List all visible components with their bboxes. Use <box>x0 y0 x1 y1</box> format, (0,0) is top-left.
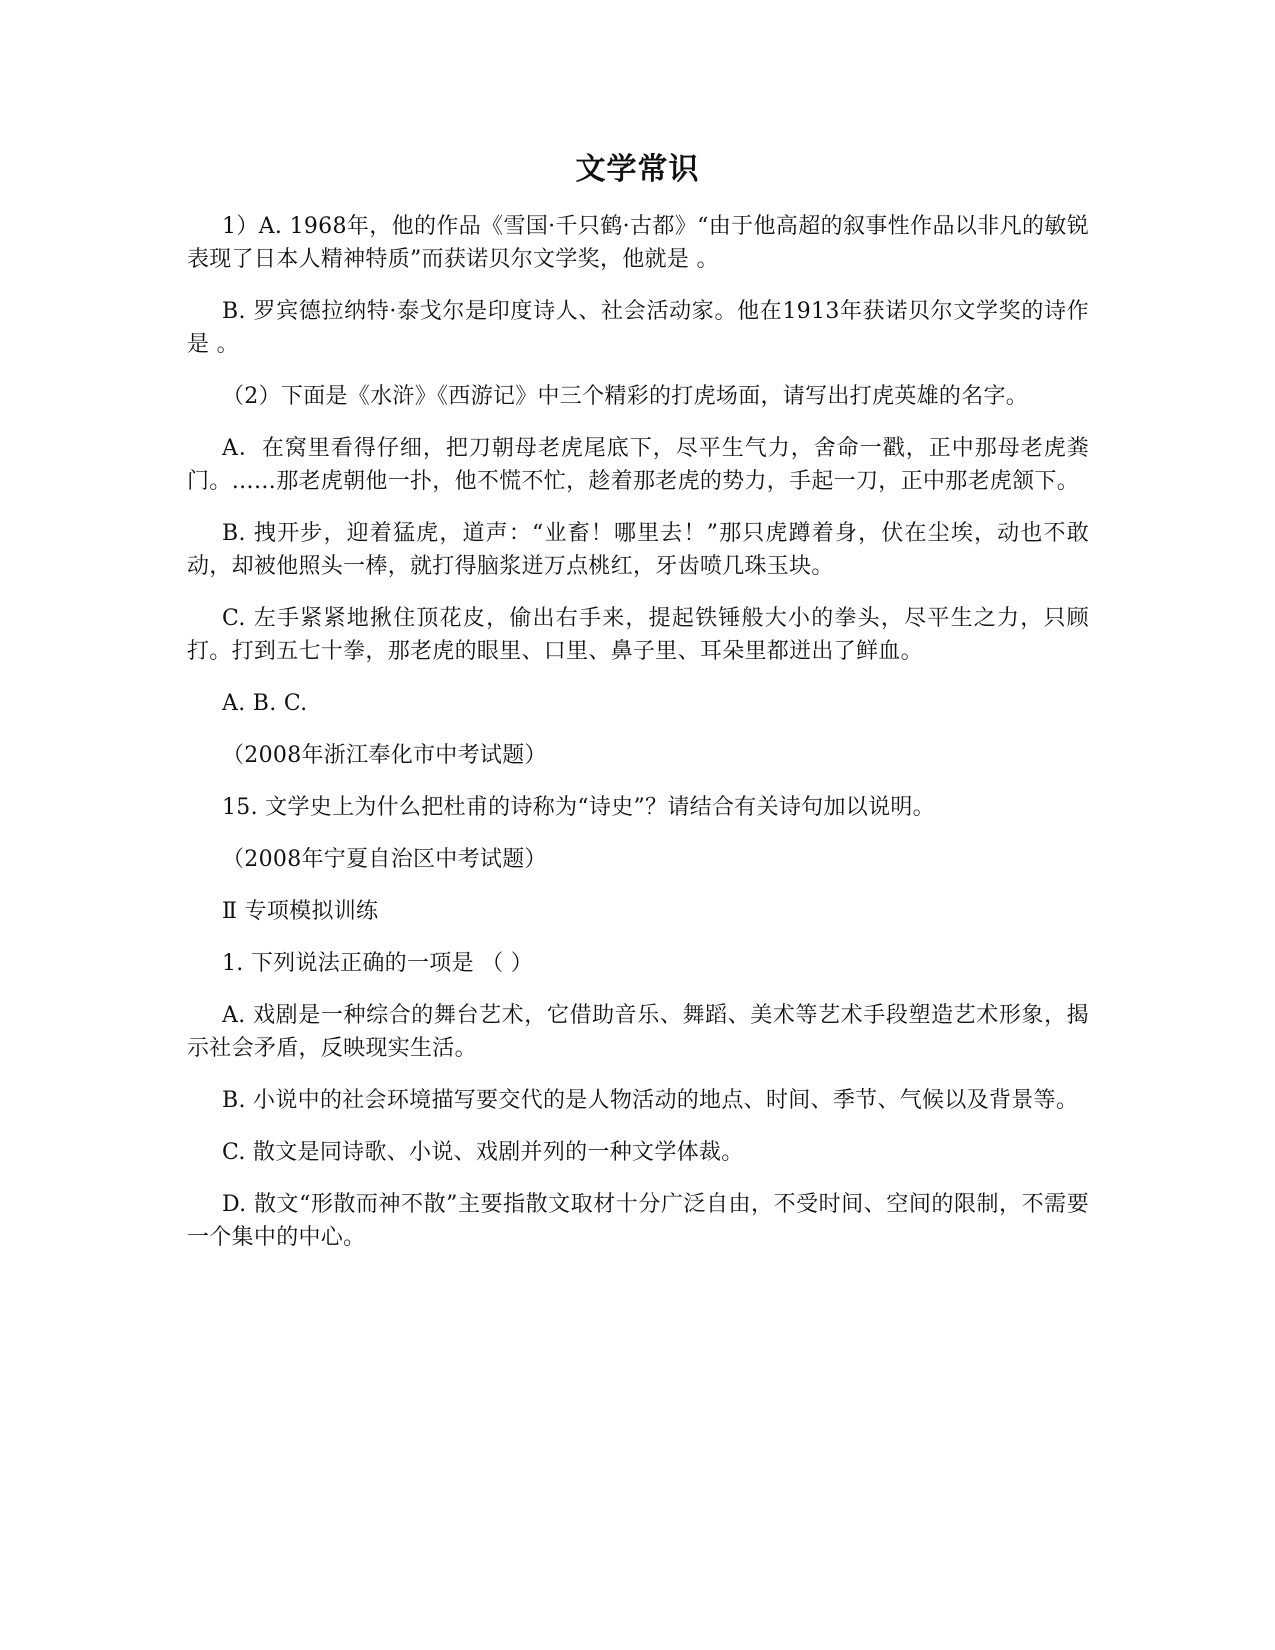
paragraph-answer-blanks: A. B. C. <box>222 691 308 716</box>
paragraph-option-a: A. 戏剧是一种综合的舞台艺术，它借助音乐、舞蹈、美术等艺术手段塑造艺术形象，揭示社会矛盾，反映现实生活。 <box>187 1003 1089 1061</box>
section-heading-training: Ⅱ 专项模拟训练 <box>222 899 379 924</box>
paragraph-option-c: C. 散文是同诗歌、小说、戏剧并列的一种文学体裁。 <box>222 1140 744 1165</box>
paragraph-question-15: 15. 文学史上为什么把杜甫的诗称为“诗史”？请结合有关诗句加以说明。 <box>222 795 935 820</box>
paragraph-question-1a: 1）A. 1968年，他的作品《雪国·千只鹤·古都》“由于他高超的叙事性作品以非凡的敏锐表现了日本人精神特质”而获诺贝尔文学奖，他就是 。 <box>187 214 1089 272</box>
paragraph-question-2: （2）下面是《水浒》《西游记》中三个精彩的打虎场面，请写出打虎英雄的名字。 <box>222 384 1029 409</box>
paragraph-passage-b: B. 拽开步，迎着猛虎，道声：“业畜！哪里去！”那只虎蹲着身，伏在尘埃，动也不敢动，却被他照头一棒，就打得脑浆迸万点桃红，牙齿喷几珠玉块。 <box>187 521 1089 579</box>
paragraph-passage-c: C. 左手紧紧地揪住顶花皮，偷出右手来，提起铁锤般大小的拳头，尽平生之力，只顾打。打到五七十拳，那老虎的眼里、口里、鼻子里、耳朵里都迸出了鲜血。 <box>187 606 1089 664</box>
paragraph-source-fenghua: （2008年浙江奉化市中考试题） <box>222 743 547 768</box>
paragraph-mcq-1: 1. 下列说法正确的一项是 （ ） <box>222 951 534 976</box>
paragraph-option-b: B. 小说中的社会环境描写要交代的是人物活动的地点、时间、季节、气候以及背景等。 <box>222 1088 1079 1113</box>
paragraph-source-ningxia: （2008年宁夏自治区中考试题） <box>222 847 547 872</box>
paragraph-question-1b: B. 罗宾德拉纳特·泰戈尔是印度诗人、社会活动家。他在1913年获诺贝尔文学奖的诗作是 。 <box>187 299 1089 357</box>
document-title: 文学常识 <box>575 152 700 187</box>
document-body <box>187 210 1089 1273</box>
paragraph-passage-a: A．在窝里看得仔细，把刀朝母老虎尾底下，尽平生气力，舍命一戳，正中那母老虎粪门。……那老虎朝他一扑，他不慌不忙，趁着那老虎的势力，手起一刀，正中那老虎颔下。 <box>187 436 1089 494</box>
paragraph-option-d: D. 散文“形散而神不散”主要指散文取材十分广泛自由，不受时间、空间的限制，不需要一个集中的中心。 <box>187 1192 1089 1250</box>
